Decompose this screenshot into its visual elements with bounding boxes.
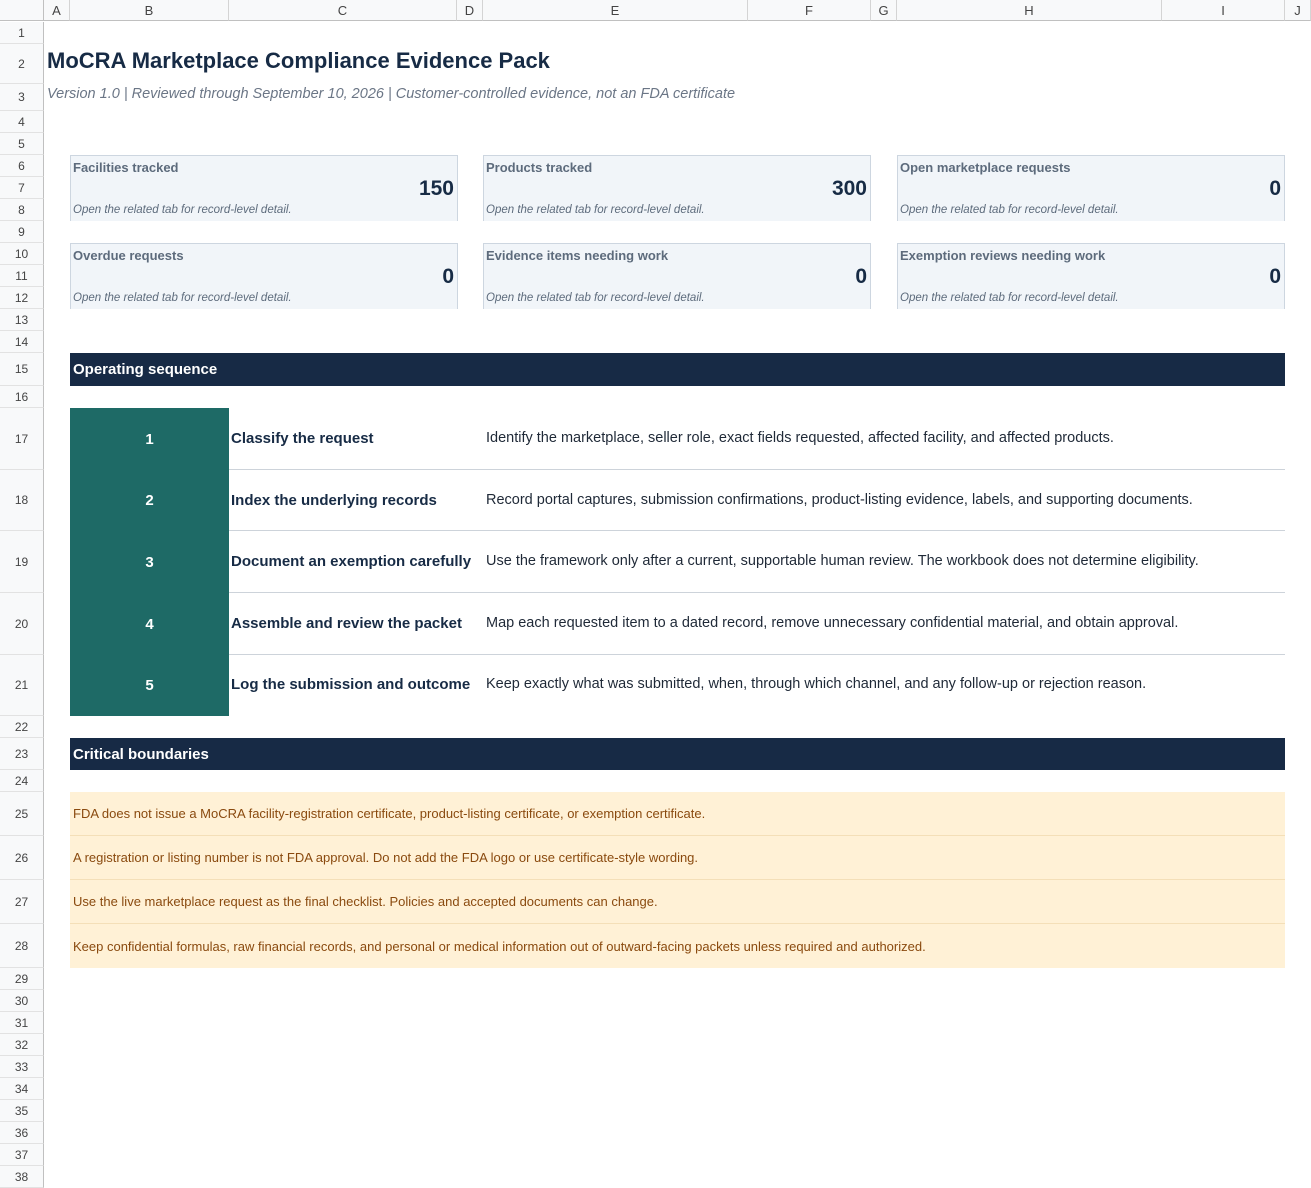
step-title: Log the submission and outcome [231,676,471,693]
kpi-label: Open marketplace requests [900,160,1071,175]
kpi-label: Facilities tracked [73,160,179,175]
row-header[interactable]: 30 [0,990,44,1012]
row-header[interactable]: 3 [0,84,44,111]
step-title: Index the underlying records [231,492,437,509]
step-number[interactable]: 3 [70,531,229,593]
kpi-note: Open the related tab for record-level detail. [486,292,705,304]
kpi-label: Products tracked [486,160,593,175]
page-title: MoCRA Marketplace Compliance Evidence Pack [47,48,550,73]
row-header[interactable]: 38 [0,1166,44,1188]
step-description: Keep exactly what was submitted, when, through which channel, and any follow-up or rejection reason. [486,676,1147,692]
kpi-value: 0 [1269,265,1281,288]
row-header[interactable]: 21 [0,655,44,716]
kpi-label: Evidence items needing work [486,248,669,263]
step-number[interactable]: 5 [70,655,229,716]
section-header-critical-boundaries[interactable]: Critical boundaries [70,738,1285,770]
row-header[interactable]: 34 [0,1078,44,1100]
row-header[interactable]: 31 [0,1012,44,1034]
kpi-label: Exemption reviews needing work [900,248,1106,263]
row-header[interactable]: 5 [0,133,44,155]
row-header[interactable]: 36 [0,1122,44,1144]
column-header-j[interactable]: J [1285,0,1311,21]
step-number[interactable]: 1 [70,408,229,470]
boundary-note[interactable]: Use the live marketplace request as the final checklist. Policies and accepted documents can change. [70,880,1285,924]
kpi-note: Open the related tab for record-level detail. [900,204,1119,216]
boundary-note[interactable]: Keep confidential formulas, raw financial records, and personal or medical information out of outward-facing packets unless required and authorized. [70,924,1285,968]
row-header[interactable]: 26 [0,836,44,880]
kpi-card-overdue[interactable] [70,243,458,309]
row-header[interactable]: 20 [0,593,44,655]
kpi-value: 150 [418,177,454,200]
step-description: Identify the marketplace, seller role, exact fields requested, affected facility, and affected products. [486,430,1114,446]
row-header[interactable]: 15 [0,353,44,386]
column-header-g[interactable]: G [871,0,897,21]
row-header[interactable]: 1 [0,22,44,44]
column-header-c[interactable]: C [229,0,457,21]
step-number[interactable]: 4 [70,593,229,655]
step-description: Use the framework only after a current, supportable human review. The workbook does not determine eligibility. [486,553,1199,569]
row-header[interactable]: 28 [0,924,44,968]
row-header[interactable]: 11 [0,265,44,287]
kpi-card-products[interactable] [483,155,871,221]
kpi-value: 300 [831,177,867,200]
row-header[interactable]: 22 [0,716,44,738]
row-header[interactable]: 6 [0,155,44,177]
row-header[interactable]: 13 [0,309,44,331]
row-header[interactable]: 12 [0,287,44,309]
column-header-a[interactable]: A [44,0,70,21]
kpi-card-exemptions[interactable] [897,243,1285,309]
row-header[interactable]: 4 [0,111,44,133]
kpi-note: Open the related tab for record-level detail. [73,292,292,304]
row-header[interactable]: 14 [0,331,44,353]
step-title: Document an exemption carefully [231,553,472,570]
step-title: Assemble and review the packet [231,615,462,632]
row-header[interactable]: 8 [0,199,44,221]
step-title: Classify the request [231,430,374,447]
column-header-i[interactable]: I [1162,0,1285,21]
kpi-note: Open the related tab for record-level detail. [900,292,1119,304]
row-header[interactable]: 27 [0,880,44,924]
kpi-value: 0 [855,265,867,288]
page-subtitle: Version 1.0 | Reviewed through September 10, 2026 | Customer-controlled evidence, not an FDA certificate [47,86,736,102]
kpi-card-evidence[interactable] [483,243,871,309]
column-header-f[interactable]: F [748,0,871,21]
row-header[interactable]: 10 [0,243,44,265]
kpi-label: Overdue requests [73,248,184,263]
row-header[interactable]: 35 [0,1100,44,1122]
row-header[interactable]: 2 [0,44,44,84]
kpi-value: 0 [442,265,454,288]
row-header[interactable]: 29 [0,968,44,990]
row-header[interactable]: 9 [0,221,44,243]
column-header-b[interactable]: B [70,0,229,21]
row-header[interactable]: 24 [0,770,44,792]
row-header[interactable]: 18 [0,470,44,531]
kpi-note: Open the related tab for record-level detail. [73,204,292,216]
select-all-corner[interactable] [0,0,44,21]
row-header[interactable]: 23 [0,738,44,770]
column-header-h[interactable]: H [897,0,1162,21]
kpi-note: Open the related tab for record-level detail. [486,204,705,216]
column-header-d[interactable]: D [457,0,483,21]
kpi-card-open-requests[interactable] [897,155,1285,221]
row-header[interactable]: 33 [0,1056,44,1078]
boundary-note[interactable]: A registration or listing number is not FDA approval. Do not add the FDA logo or use certificate-style wording. [70,836,1285,880]
step-number[interactable]: 2 [70,470,229,531]
step-description: Map each requested item to a dated record, remove unnecessary confidential material, and obtain approval. [486,615,1179,631]
kpi-card-facilities[interactable] [70,155,458,221]
row-header[interactable]: 19 [0,531,44,593]
row-header[interactable]: 16 [0,386,44,408]
row-header[interactable]: 37 [0,1144,44,1166]
row-header[interactable]: 17 [0,408,44,470]
row-header[interactable]: 32 [0,1034,44,1056]
column-header-e[interactable]: E [483,0,748,21]
section-header-operating-sequence[interactable]: Operating sequence [70,353,1285,386]
row-header[interactable]: 25 [0,792,44,836]
row-header[interactable]: 7 [0,177,44,199]
step-description: Record portal captures, submission confirmations, product-listing evidence, labels, and supporting documents. [486,492,1193,508]
kpi-value: 0 [1269,177,1281,200]
boundary-note[interactable]: FDA does not issue a MoCRA facility-registration certificate, product-listing certificate, or exemption certificate. [70,792,1285,836]
